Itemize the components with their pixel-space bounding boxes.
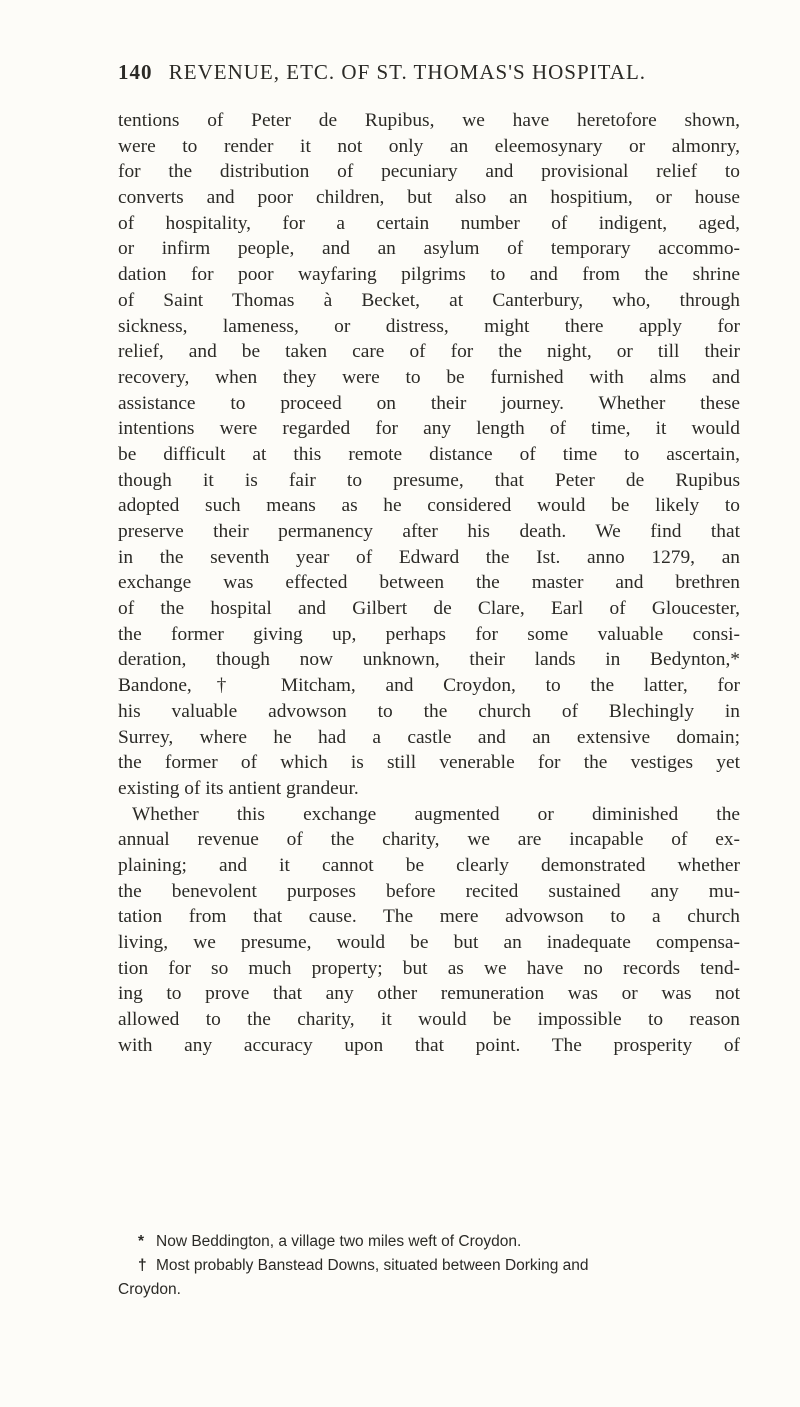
text-line: for the distribution of pecuniary and provisional relief to bbox=[118, 161, 740, 183]
text-line: the former giving up, perhaps for some valuable consi- bbox=[118, 623, 740, 645]
text-line: tation from that cause. The mere advowson to a church bbox=[118, 906, 740, 928]
text-line: ing to prove that any other remuneration was or was not bbox=[118, 983, 740, 1005]
footnote-1-mark: * bbox=[138, 1233, 145, 1250]
footnote-1-text: Now Beddington, a village two miles weft of Croydon. bbox=[156, 1233, 522, 1250]
text-line: or infirm people, and an asylum of temporary accommo- bbox=[118, 238, 740, 260]
text-line-paragraph-end: existing of its antient grandeur. bbox=[118, 777, 359, 799]
text-line: relief, and be taken care of for the night, or till their bbox=[118, 341, 740, 363]
text-line: adopted such means as he considered would be likely to bbox=[118, 495, 740, 517]
page-number: 140 bbox=[118, 60, 153, 84]
text-line: exchange was effected between the master and brethren bbox=[118, 572, 740, 594]
text-line: sickness, lameness, or distress, might there apply for bbox=[118, 315, 740, 337]
footnote-2-continuation: Croydon. bbox=[118, 1281, 181, 1298]
text-line: converts and poor children, but also an hospitium, or house bbox=[118, 187, 740, 209]
text-line: deration, though now unknown, their lands in Bedynton,* bbox=[118, 649, 740, 671]
running-header bbox=[118, 60, 738, 85]
text-line: of the hospital and Gilbert de Clare, Earl of Gloucester, bbox=[118, 598, 740, 620]
text-line: be difficult at this remote distance of time to ascertain, bbox=[118, 443, 740, 465]
text-line: living, we presume, would be but an inadequate compensa- bbox=[118, 932, 740, 953]
text-line: of hospitality, for a certain number of indigent, aged, bbox=[118, 212, 740, 234]
text-line: with any accuracy upon that point. The prosperity of bbox=[118, 1034, 740, 1056]
text-line: Surrey, where he had a castle and an extensive domain; bbox=[118, 726, 740, 748]
text-line: the former of which is still venerable for the vestiges yet bbox=[118, 752, 740, 774]
text-line: in the seventh year of Edward the Ist. anno 1279, an bbox=[118, 546, 740, 568]
text-line: plaining; and it cannot be clearly demonstrated whether bbox=[118, 854, 740, 876]
text-line: tion for so much property; but as we have no records tend- bbox=[118, 957, 740, 979]
footnote-2-mark: † bbox=[138, 1257, 147, 1274]
footnotes bbox=[118, 1230, 740, 1302]
text-line: annual revenue of the charity, we are incapable of ex- bbox=[118, 829, 740, 851]
text-line: his valuable advowson to the church of Blechingly in bbox=[118, 700, 740, 722]
text-line: preserve their permanency after his death. We find that bbox=[118, 521, 740, 542]
text-line: recovery, when they were to be furnished with alms and bbox=[118, 366, 740, 388]
body-text bbox=[118, 108, 740, 1058]
text-line: dation for poor wayfaring pilgrims to and from the shrine bbox=[118, 264, 740, 286]
running-title: REVENUE, ETC. OF ST. THOMAS'S HOSPITAL. bbox=[168, 60, 647, 84]
text-line: Bandone,† Mitcham, and Croydon, to the latter, for bbox=[118, 675, 740, 697]
text-line: though it is fair to presume, that Peter de Rupibus bbox=[118, 469, 740, 491]
text-line: intentions were regarded for any length of time, it would bbox=[118, 418, 740, 440]
footnote-2 bbox=[118, 1254, 740, 1278]
text-line: the benevolent purposes before recited sustained any mu- bbox=[118, 880, 740, 902]
text-line-paragraph-start: Whether this exchange augmented or diminished the bbox=[132, 803, 740, 825]
footnote-2-text: Most probably Banstead Downs, situated between Dorking and bbox=[156, 1257, 589, 1274]
text-line: assistance to proceed on their journey. Whether these bbox=[118, 392, 740, 414]
text-line: of Saint Thomas à Becket, at Canterbury, who, through bbox=[118, 289, 740, 311]
text-line: were to render it not only an eleemosynary or almonry, bbox=[118, 135, 740, 157]
text-line: allowed to the charity, it would be impossible to reason bbox=[118, 1009, 740, 1031]
text-line: tentions of Peter de Rupibus, we have heretofore shown, bbox=[118, 110, 740, 131]
footnote-1 bbox=[118, 1230, 740, 1254]
